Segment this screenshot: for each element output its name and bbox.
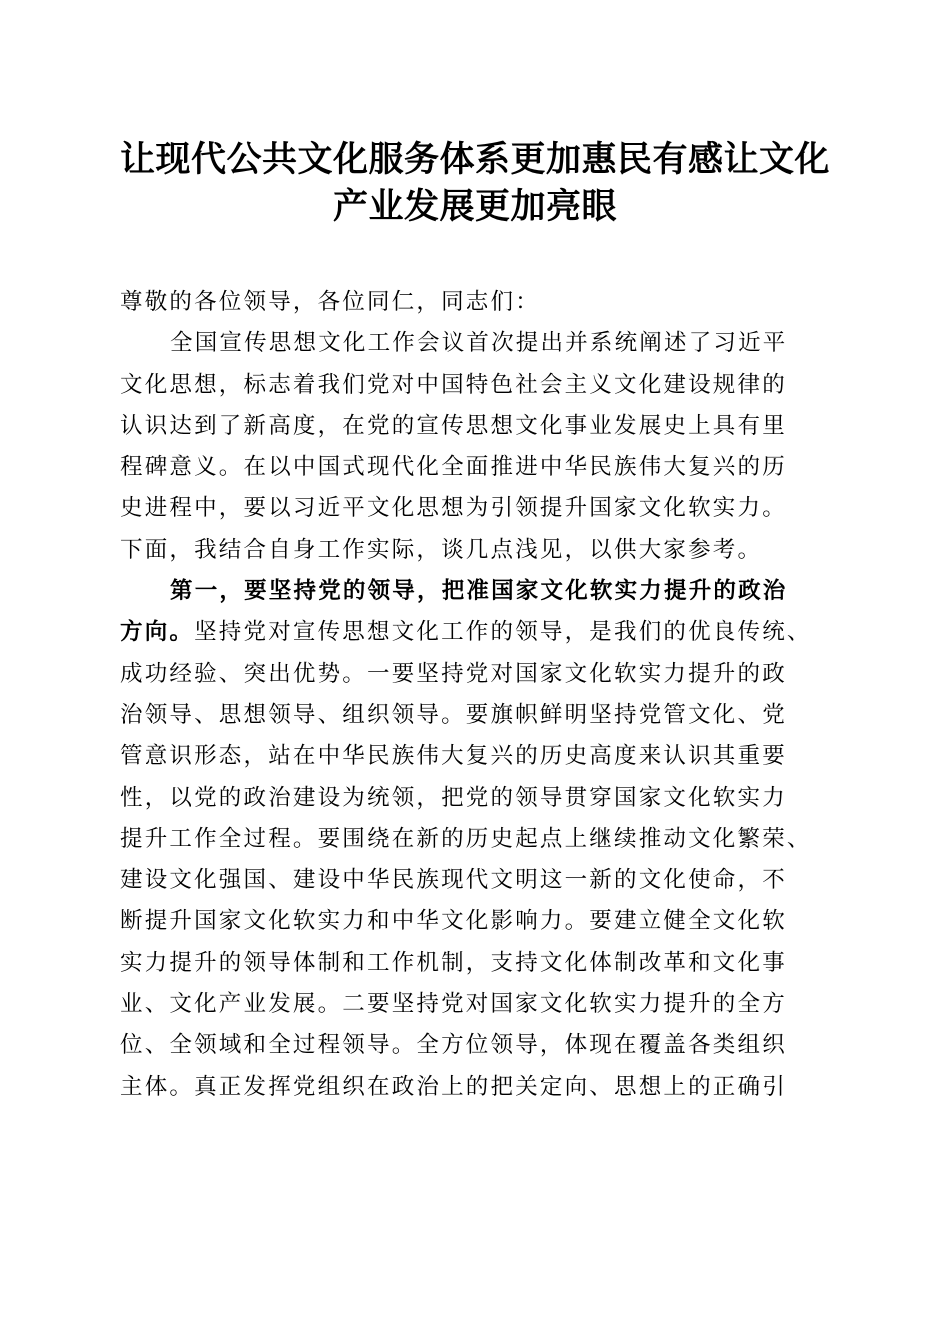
paragraph-line: 下面，我结合自身工作实际，谈几点浅见，以供大家参考。	[120, 536, 763, 563]
paragraph-line-rest: 坚持党对宣传思想文化工作的领导，是我们的优良传统、	[194, 619, 812, 646]
title-line-1: 让现代公共文化服务体系更加惠民有感让文化	[119, 139, 830, 180]
paragraph-intro	[120, 323, 840, 571]
paragraph-line: 史进程中，要以习近平文化思想为引领提升国家文化软实力。	[120, 495, 787, 522]
paragraph-line: 文化思想，标志着我们党对中国特色社会主义文化建设规律的	[120, 371, 787, 398]
section-heading: 第一，要坚持党的领导，把准国家文化软实力提升的政治	[170, 578, 788, 605]
paragraph-line: 性，以党的政治建设为统领，把党的领导贯穿国家文化软实力	[120, 784, 787, 811]
paragraph-line: 管意识形态，站在中华民族伟大复兴的历史高度来认识其重要	[120, 743, 787, 770]
paragraph-line: 治领导、思想领导、组织领导。要旗帜鲜明坚持党管文化、党	[120, 701, 787, 728]
paragraph-line: 业、文化产业发展。二要坚持党对国家文化软实力提升的全方	[120, 991, 787, 1018]
paragraph-line: 全国宣传思想文化工作会议首次提出并系统阐述了习近平	[170, 330, 788, 357]
paragraph-line: 实力提升的领导体制和工作机制，支持文化体制改革和文化事	[120, 949, 787, 976]
paragraph-line: 主体。真正发挥党组织在政治上的把关定向、思想上的正确引	[120, 1073, 787, 1100]
section-heading-end: 方向。	[120, 619, 195, 646]
paragraph-line: 位、全领域和全过程领导。全方位领导，体现在覆盖各类组织	[120, 1032, 787, 1059]
greeting: 尊敬的各位领导，各位同仁，同志们：	[120, 289, 540, 315]
paragraph-line: 程碑意义。在以中国式现代化全面推进中华民族伟大复兴的历	[120, 454, 787, 481]
paragraph-first-point	[120, 571, 840, 1108]
paragraph-line: 提升工作全过程。要围绕在新的历史起点上继续推动文化繁荣、	[120, 825, 812, 852]
document-body	[120, 282, 840, 1108]
paragraph-line: 成功经验、突出优势。一要坚持党对国家文化软实力提升的政	[120, 660, 787, 687]
paragraph-line	[120, 612, 840, 653]
paragraph-line: 建设文化强国、建设中华民族现代文明这一新的文化使命，不	[120, 867, 787, 894]
document-title	[110, 136, 840, 230]
paragraph-line: 断提升国家文化软实力和中华文化影响力。要建立健全文化软	[120, 908, 787, 935]
title-line-2: 产业发展更加亮眼	[332, 186, 617, 227]
paragraph-line: 认识达到了新高度，在党的宣传思想文化事业发展史上具有里	[120, 412, 787, 439]
